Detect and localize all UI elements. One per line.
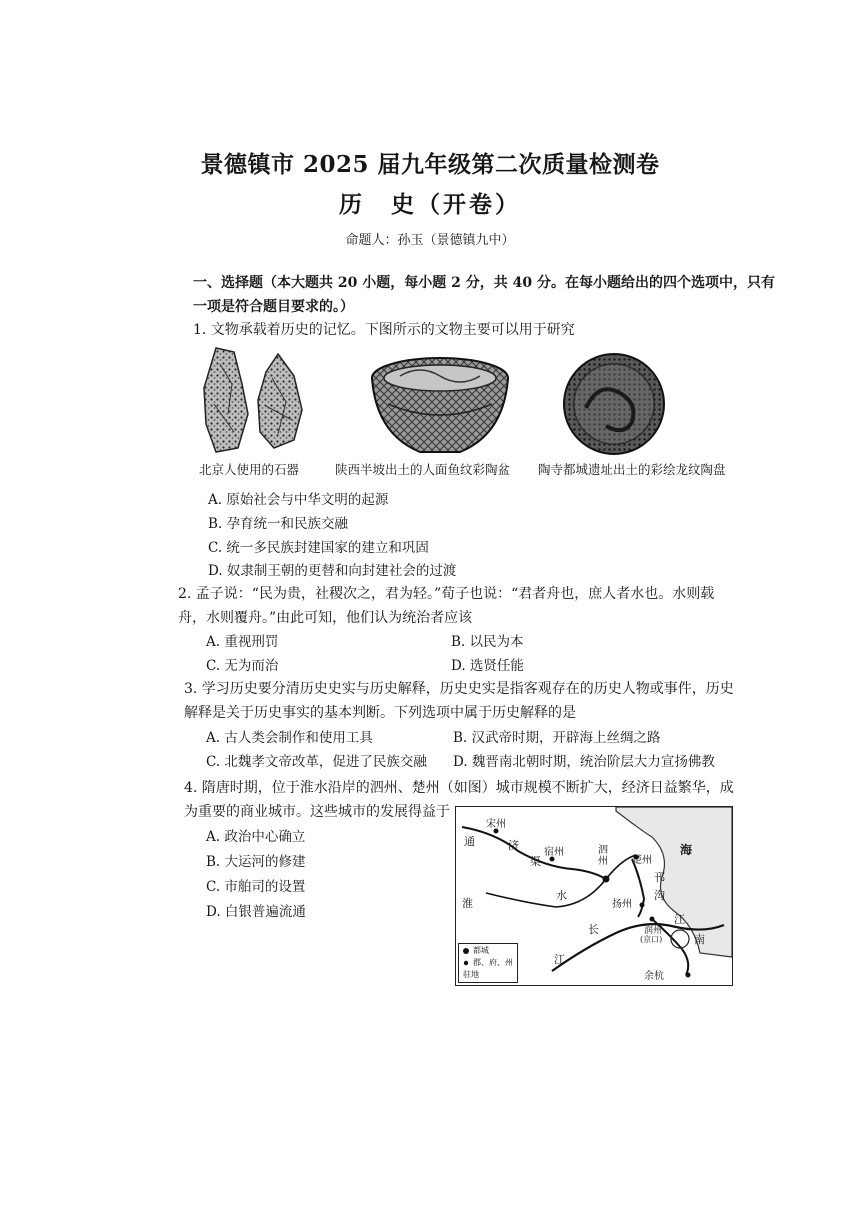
question-4-line1: 4. 隋唐时期，位于淮水沿岸的泗州、楚州（如图）城市规模不断扩大，经济日益繁华，成 <box>184 780 734 796</box>
caption-dragon-plate: 陶寺都城遗址出土的彩绘龙纹陶盘 <box>538 462 726 477</box>
map-label-gou: 沟 <box>654 889 665 902</box>
q4-option-b: B. 大运河的修建 <box>206 854 306 870</box>
q1-option-a: A. 原始社会与中华文明的起源 <box>208 492 389 508</box>
section-heading-line2: 一项是符合题目要求的。） <box>193 299 354 315</box>
painted-basin-image <box>368 354 512 458</box>
question-3-line2: 解释是关于历史事实的基本判断。下列选项中属于历史解释的是 <box>184 705 576 721</box>
q1-option-c: C. 统一多民族封建国家的建立和巩固 <box>208 540 429 556</box>
caption-stone-tools: 北京人使用的石器 <box>199 462 300 477</box>
q4-option-c: C. 市舶司的设置 <box>206 879 306 895</box>
legend-seat: 驻地 <box>463 970 479 979</box>
question-3-line1: 3. 学习历史要分清历史史实与历史解释，历史史实是指客观存在的历史人物或事件，历史 <box>184 681 734 697</box>
stone-tools-image <box>198 344 306 454</box>
q4-option-d: D. 白银普遍流通 <box>206 904 306 920</box>
map-label-han: 邗 <box>654 871 665 884</box>
q3-option-a: A. 古人类会制作和使用工具 <box>206 730 373 746</box>
question-2-line2: 舟，水则覆舟。”由此可知，他们认为统治者应该 <box>178 610 473 626</box>
map-label-jiang: 江 <box>554 953 565 966</box>
question-4-line2: 为重要的商业城市。这些城市的发展得益于 <box>184 804 450 820</box>
map-label-huai: 淮 <box>462 897 473 910</box>
map-label-songzhou: 宋州 <box>486 819 506 830</box>
q2-option-d: D. 选贤任能 <box>451 658 524 674</box>
map-label-chang: 长 <box>588 923 599 936</box>
q3-option-b: B. 汉武帝时期，开辟海上丝绸之路 <box>453 730 661 746</box>
exam-author: 命题人：孙玉（景德镇九中） <box>345 233 515 248</box>
map-label-jingkou: (京口) <box>640 935 663 944</box>
map-label-chuzhou: 楚州 <box>632 855 652 866</box>
q4-option-a: A. 政治中心确立 <box>206 829 306 845</box>
map-label-shui: 水 <box>556 889 567 902</box>
q2-option-c: C. 无为而治 <box>206 658 279 674</box>
q1-option-b: B. 孕育统一和民族交融 <box>208 516 349 532</box>
q3-option-c: C. 北魏孝文帝改革，促进了民族交融 <box>206 754 427 770</box>
map-label-ji: 济 <box>508 839 519 852</box>
exam-title: 景德镇市 2025 届九年级第二次质量检测卷 <box>200 151 660 178</box>
q1-option-d: D. 奴隶制王朝的更替和向封建社会的过渡 <box>208 563 457 579</box>
q2-option-b: B. 以民为本 <box>451 634 524 650</box>
question-1-stem: 1. 文物承载着历史的记忆。下图所示的文物主要可以用于研究 <box>193 322 575 338</box>
map-label-suzhou: 宿州 <box>544 847 564 858</box>
legend-capital: 都城 <box>473 946 489 955</box>
exam-subtitle: 历 史（开卷） <box>339 191 521 218</box>
map-label-qu: 渠 <box>530 855 541 868</box>
map-label-yangzhou: 扬州 <box>612 899 632 910</box>
section-heading-line1: 一、选择题（本大题共 20 小题，每小题 2 分，共 40 分。在每小题给出的四个选项中，只有 <box>193 275 775 291</box>
legend-prefecture: 郡、府、州 <box>473 958 513 967</box>
map-label-sizhou: 泗州 <box>598 845 608 867</box>
dragon-plate-image <box>562 352 666 456</box>
map-legend <box>458 943 518 983</box>
map-label-tong: 通 <box>464 835 475 848</box>
map-label-hai: 海 <box>680 843 693 857</box>
caption-painted-basin: 陕西半坡出土的人面鱼纹彩陶盆 <box>335 462 511 477</box>
q2-option-a: A. 重视刑罚 <box>206 634 279 650</box>
map-label-runzhou: 润州 <box>644 926 663 936</box>
question-2-line1: 2. 孟子说：“民为贵，社稷次之，君为轻。”荀子也说：“君者舟也，庶人者水也。水则载 <box>178 586 715 602</box>
map-label-yuhang: 余杭 <box>644 971 664 982</box>
map-label-nan: 南 <box>694 933 705 946</box>
q3-option-d: D. 魏晋南北朝时期，统治阶层大力宣扬佛教 <box>453 754 715 770</box>
map-label-jiang2: 江 <box>674 913 685 926</box>
